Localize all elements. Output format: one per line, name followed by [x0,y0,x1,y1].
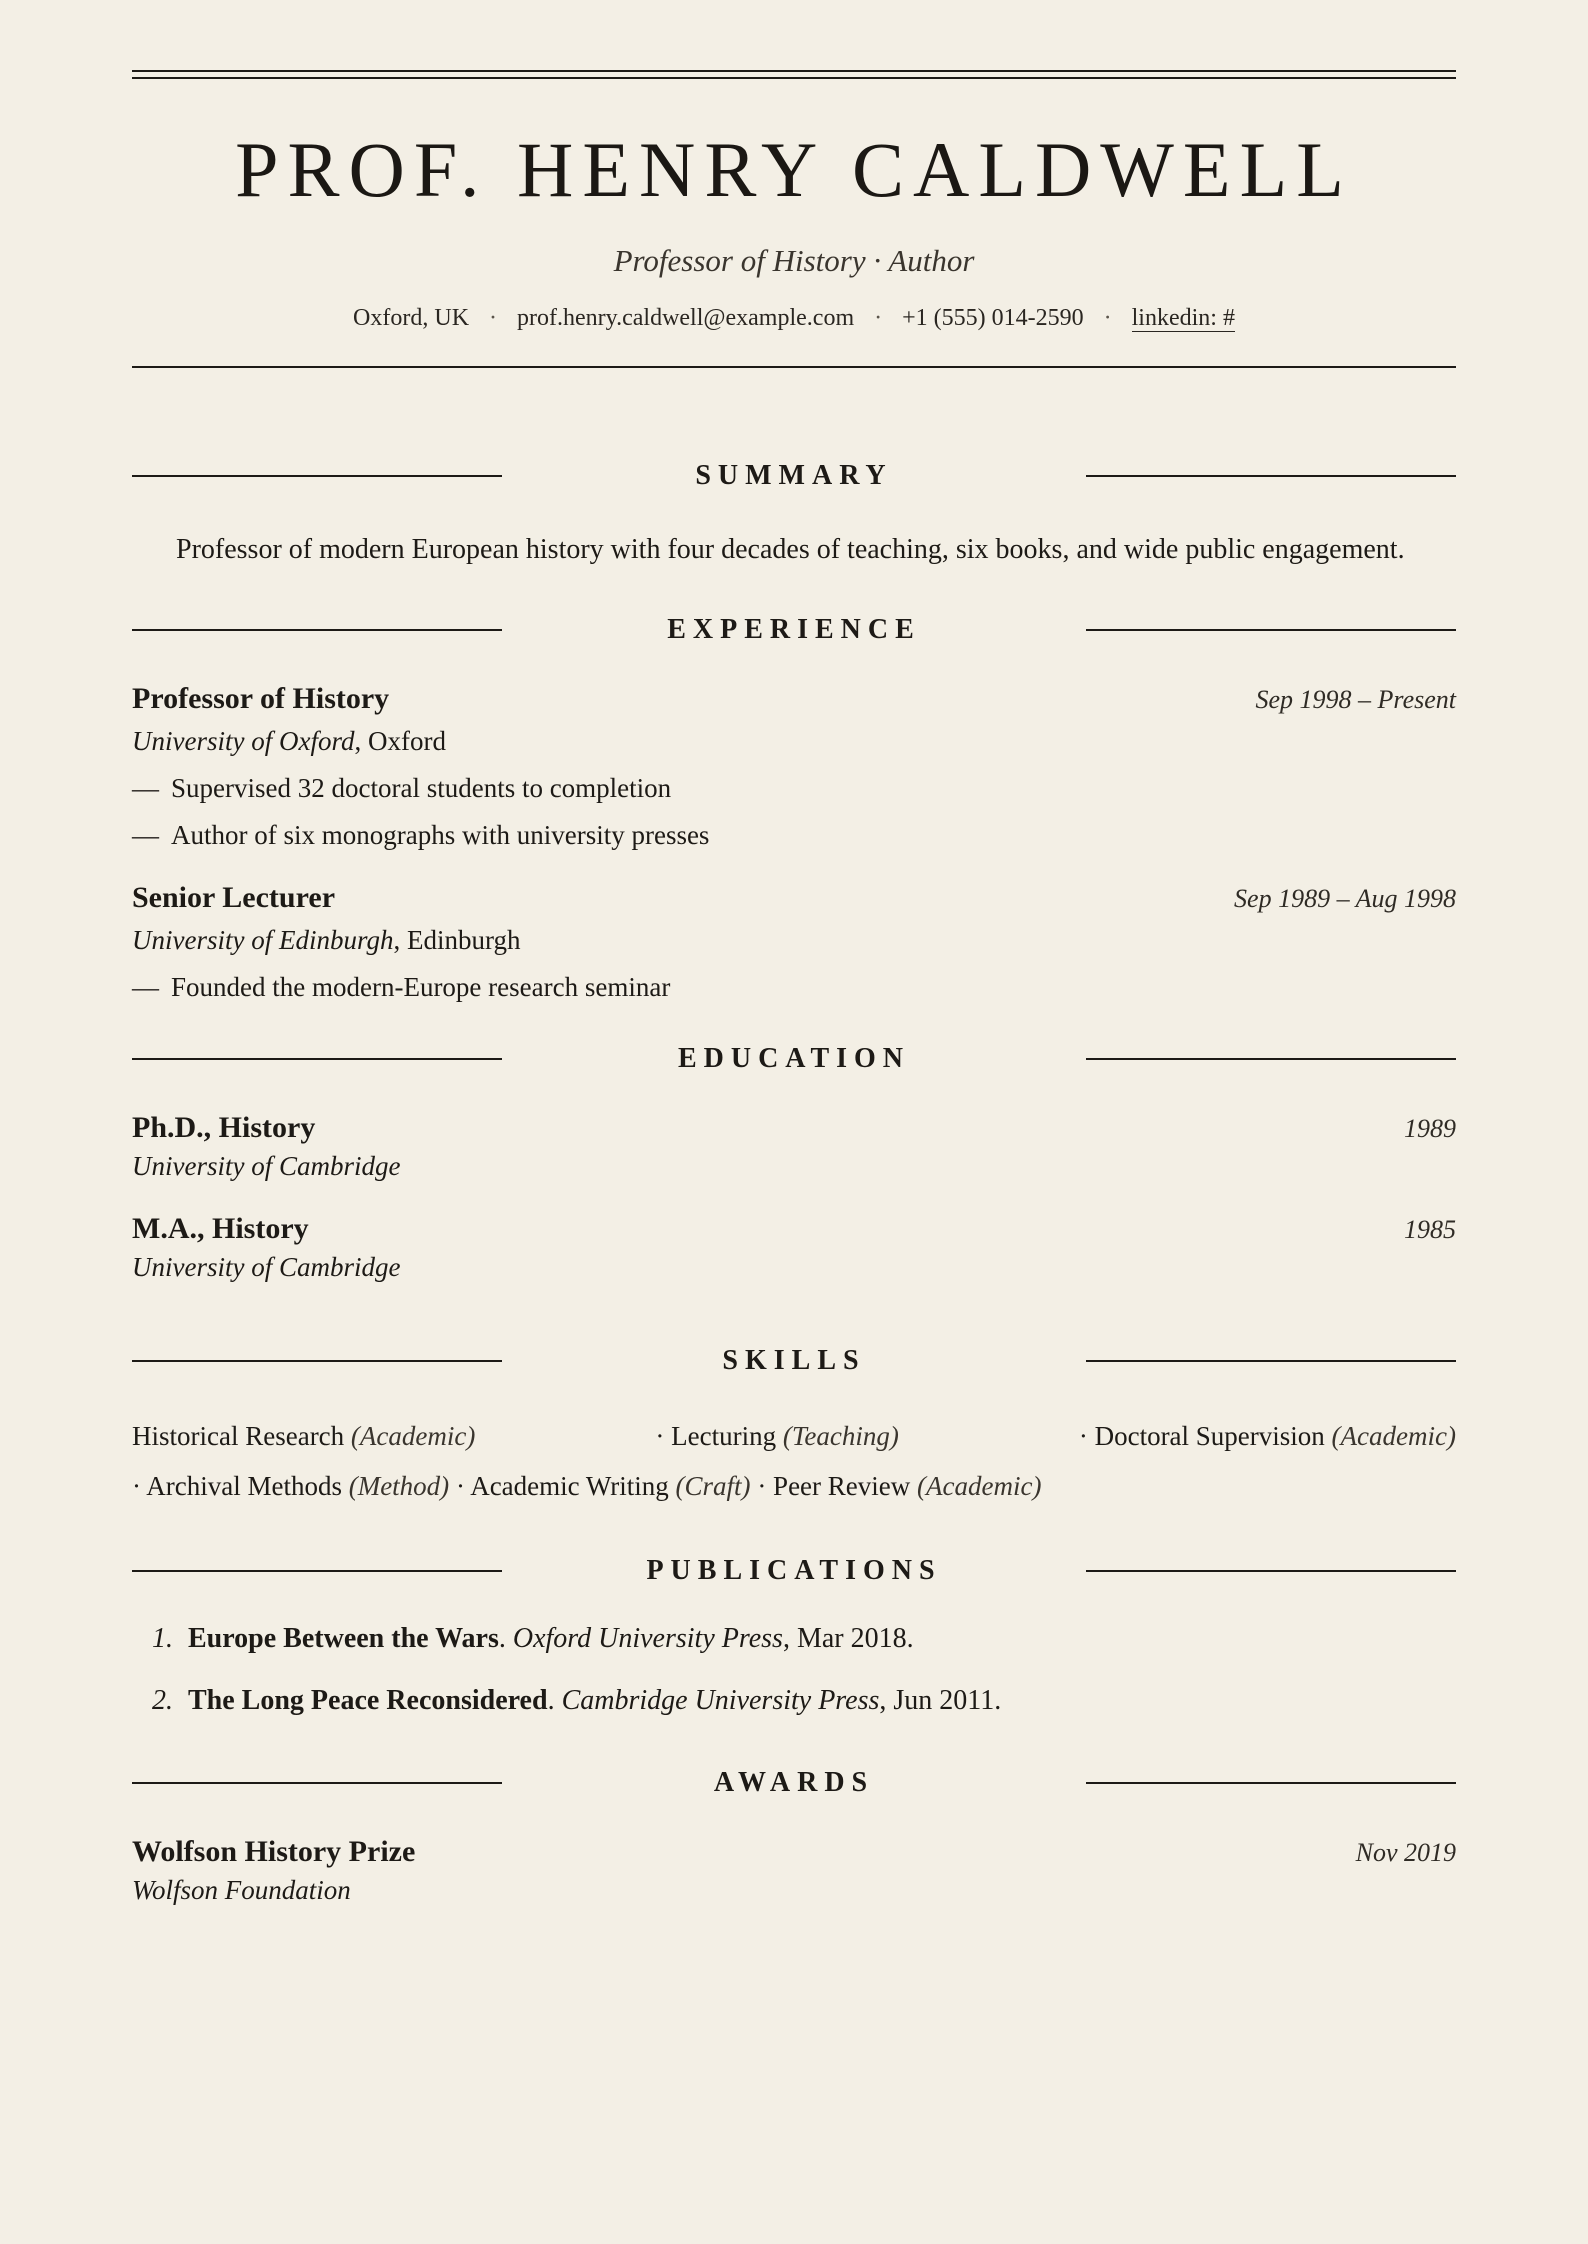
contact-location: Oxford, UK [353,305,470,331]
contact-separator: · [1103,305,1112,331]
degree-year: 1989 [1404,1114,1456,1143]
divider-line [132,1360,502,1362]
contact-separator: · [489,305,498,331]
experience-section-head [132,614,1456,646]
section-title-summary: SUMMARY [695,460,893,491]
skill-item: Historical Research (Academic) [132,1421,476,1451]
divider-line [132,1782,502,1784]
education-entry [132,1111,1456,1182]
summary-text: Professor of modern European history with four decades of teaching, six books, and wide public engagement. [176,534,1405,565]
section-title-skills: SKILLS [722,1345,866,1376]
job-bullet: — Supervised 32 doctoral students to completion [132,773,672,803]
contact-email[interactable]: prof.henry.caldwell@example.com [517,305,855,331]
skills-list [132,1411,1456,1511]
contact-separator: · [874,305,883,331]
candidate-tagline: Professor of History · Author [613,243,975,278]
publication-item: 1. Europe Between the Wars. Oxford University Press, Mar 2018. [152,1623,914,1654]
award-name: Wolfson History Prize [132,1835,416,1868]
org-place: , Edinburgh [393,925,521,955]
divider-line [1086,629,1456,631]
divider-line [132,1058,502,1060]
degree: Ph.D., History [132,1111,316,1144]
publications-section-head [132,1555,1456,1587]
section-title-publications: PUBLICATIONS [646,1555,942,1586]
job-title: Senior Lecturer [132,881,336,914]
org-place: , Oxford [354,726,446,756]
divider-line [1086,475,1456,477]
skill-item: · Doctoral Supervision (Academic) [1078,1421,1456,1451]
section-title-experience: EXPERIENCE [667,614,921,645]
summary-section-head [132,460,1456,492]
contact-phone[interactable]: +1 (555) 014-2590 [902,305,1084,331]
section-title-awards: AWARDS [713,1767,875,1798]
school: University of Cambridge [132,1151,401,1181]
divider-line [132,1570,502,1572]
skills-section-head [132,1345,1456,1377]
job-bullet: — Author of six monographs with university presses [132,820,710,850]
job-dates: Sep 1998 – Present [1255,685,1456,714]
publications-list [132,1617,1456,1723]
job-title: Professor of History [132,682,390,715]
job-org [132,925,1456,956]
degree: M.A., History [132,1212,309,1245]
education-section-head [132,1043,1456,1075]
skill-item: · Academic Writing (Craft) [455,1471,751,1501]
award-date: Nov 2019 [1355,1838,1456,1867]
resume-page [132,70,1456,1906]
header-bottom-rule [132,366,1456,368]
divider-line [132,629,502,631]
divider-line [1086,1058,1456,1060]
award-org: Wolfson Foundation [132,1875,351,1905]
experience-entry [132,682,1456,851]
candidate-name: PROF. HENRY CALDWELL [235,126,1353,213]
divider-line [1086,1360,1456,1362]
school: University of Cambridge [132,1252,401,1282]
org-name: University of Edinburgh [132,925,394,955]
job-org [132,726,1456,757]
header-double-rule [132,70,1456,79]
skill-item: · Lecturing (Teaching) [655,1421,899,1451]
divider-line [1086,1782,1456,1784]
award-entry [132,1835,1456,1906]
awards-section-head [132,1767,1456,1799]
divider-line [132,475,502,477]
contact-linkedin-link[interactable]: linkedin: # [1131,305,1235,331]
org-name: University of Oxford [132,726,355,756]
divider-line [1086,1570,1456,1572]
experience-entry [132,881,1456,1003]
publication-item: 2. The Long Peace Reconsidered. Cambridge University Press, Jun 2011. [152,1685,1002,1716]
job-bullet: — Founded the modern-Europe research seminar [132,972,671,1002]
contact-line [132,305,1456,332]
skill-item: · Archival Methods (Method) [132,1471,450,1501]
job-dates: Sep 1989 – Aug 1998 [1234,884,1456,913]
section-title-education: EDUCATION [677,1043,911,1074]
degree-year: 1985 [1404,1215,1456,1244]
education-entry [132,1212,1456,1283]
skill-item: · Peer Review (Academic) [757,1471,1042,1501]
